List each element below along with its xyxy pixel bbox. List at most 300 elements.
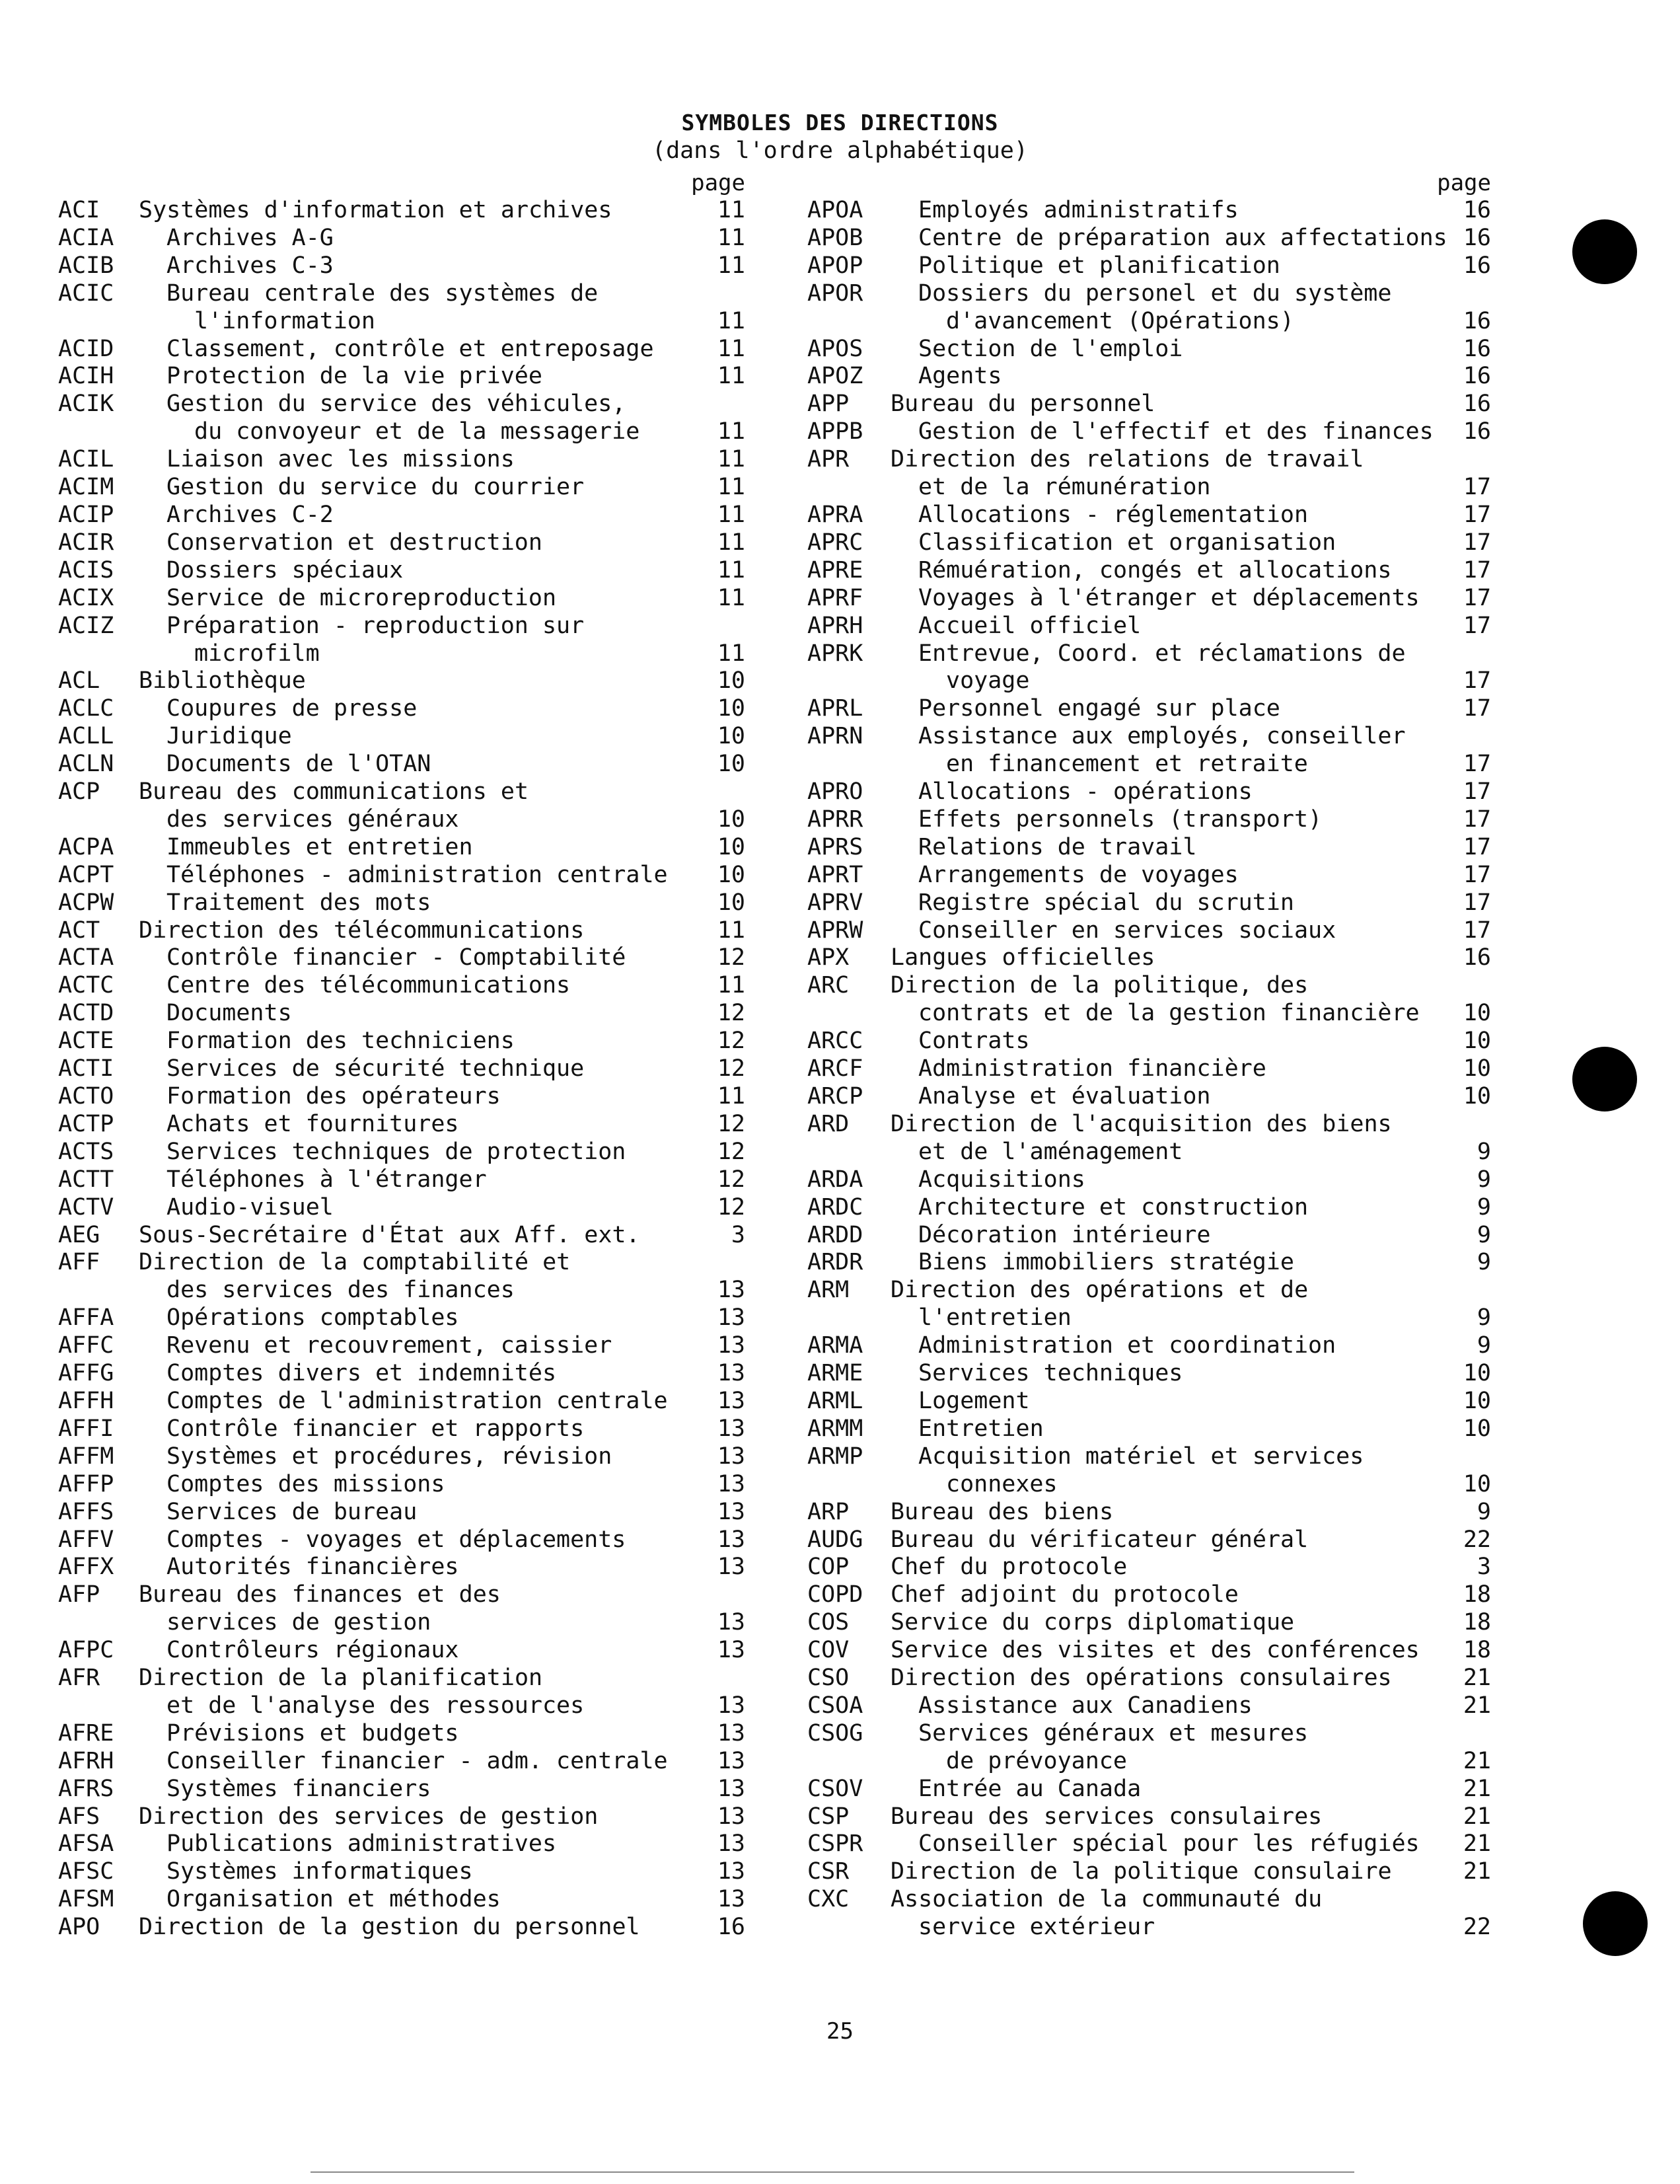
direction-code: ARDC — [807, 1193, 863, 1221]
list-item — [58, 1111, 745, 1139]
direction-code: AEG — [58, 1221, 100, 1248]
direction-code: ARDR — [807, 1249, 863, 1276]
direction-code: ARMP — [807, 1443, 863, 1470]
direction-code — [807, 1304, 891, 1332]
direction-name: Voyages à l'étranger et déplacements — [918, 584, 1420, 611]
direction-name: Dossiers du personel et du système — [918, 280, 1392, 307]
direction-code: ACTO — [58, 1083, 114, 1110]
list-item — [58, 1443, 745, 1471]
left-column — [58, 169, 745, 1941]
direction-name: Entretien — [918, 1415, 1044, 1442]
list-item — [807, 557, 1491, 585]
list-item — [58, 1886, 745, 1914]
direction-name: Direction de la comptabilité et — [139, 1249, 571, 1276]
page-ref: 17 — [1463, 778, 1491, 806]
direction-name: Conseiller spécial pour les réfugiés — [918, 1830, 1420, 1858]
direction-code: ACIL — [58, 446, 114, 473]
page-ref: 13 — [717, 1637, 745, 1664]
page-ref: 10 — [1463, 1415, 1491, 1442]
direction-name: Entrée au Canada — [918, 1775, 1142, 1802]
direction-code: COS — [807, 1609, 850, 1636]
page-ref: 12 — [717, 1166, 745, 1193]
direction-code: ACLN — [58, 751, 114, 778]
page-ref: 9 — [1477, 1249, 1491, 1276]
page-ref: 17 — [1463, 861, 1491, 888]
direction-code: ACIP — [58, 501, 114, 528]
list-item — [807, 1277, 1491, 1304]
list-item — [58, 1914, 745, 1941]
direction-name: service extérieur — [918, 1914, 1155, 1941]
direction-name: Gestion du service du courrier — [166, 474, 585, 501]
direction-code: ACI — [58, 197, 100, 223]
list-item — [58, 1692, 745, 1720]
direction-code: APOA — [807, 197, 863, 223]
page-ref: 11 — [717, 640, 745, 667]
list-item — [807, 252, 1491, 280]
page-ref: 16 — [1463, 307, 1491, 334]
list-item — [58, 778, 745, 806]
direction-name: contrats et de la gestion financière — [918, 1000, 1420, 1027]
direction-code: APRF — [807, 584, 863, 611]
direction-code: CSOG — [807, 1719, 863, 1747]
direction-name: Conseiller financier - adm. centrale — [166, 1747, 668, 1774]
list-item — [58, 1139, 745, 1166]
page-ref: 17 — [1463, 501, 1491, 528]
direction-code: APRE — [807, 556, 863, 584]
page-ref: 12 — [717, 1000, 745, 1027]
direction-name: Logement — [918, 1387, 1030, 1414]
direction-code — [58, 640, 139, 668]
direction-name: Service des visites et des conférences — [891, 1637, 1420, 1664]
list-item — [807, 529, 1491, 557]
page-ref: 13 — [717, 1277, 745, 1304]
direction-code: AFFV — [58, 1526, 114, 1553]
page-ref: 17 — [1463, 751, 1491, 778]
list-item — [807, 336, 1491, 363]
list-item — [58, 806, 745, 834]
page-ref: 12 — [717, 1028, 745, 1055]
list-item — [58, 917, 745, 945]
list-item — [807, 695, 1491, 723]
list-item — [58, 391, 745, 418]
page-ref: 10 — [717, 806, 745, 833]
direction-name: Systèmes informatiques — [166, 1858, 473, 1885]
direction-code: APRO — [807, 778, 863, 806]
list-item — [58, 1776, 745, 1803]
direction-name: Protection de la vie privée — [166, 363, 542, 390]
direction-code: ACPA — [58, 833, 114, 860]
list-item — [58, 585, 745, 613]
direction-name: Coupures de presse — [166, 695, 418, 722]
direction-name: Archives A-G — [166, 224, 334, 251]
list-item — [807, 972, 1491, 1000]
list-item — [807, 1443, 1491, 1471]
direction-code: ACIR — [58, 529, 114, 556]
direction-name: Formation des opérateurs — [166, 1083, 501, 1110]
direction-code: ACIK — [58, 391, 114, 418]
list-item — [58, 474, 745, 502]
list-item — [58, 1858, 745, 1886]
list-item — [807, 502, 1491, 529]
direction-name: Services généraux et mesures — [918, 1719, 1309, 1747]
direction-name: Acquisition matériel et services — [918, 1443, 1364, 1470]
direction-name: Effets personnels (transport) — [918, 806, 1323, 833]
direction-code — [807, 1748, 891, 1776]
direction-code — [807, 1139, 891, 1166]
page-ref: 11 — [717, 501, 745, 528]
direction-code: APPB — [807, 418, 863, 445]
page-ref: 11 — [717, 446, 745, 473]
direction-code — [807, 1471, 891, 1499]
list-item — [58, 1388, 745, 1415]
direction-name: Allocations - réglementation — [918, 501, 1309, 528]
list-item — [58, 1304, 745, 1332]
list-item — [807, 1526, 1491, 1554]
page-ref — [703, 613, 745, 640]
list-item — [58, 336, 745, 363]
direction-code: AFSA — [58, 1830, 114, 1858]
page-ref: 21 — [1463, 1858, 1491, 1885]
page-ref — [1449, 446, 1491, 474]
list-item — [807, 1830, 1491, 1858]
page-ref: 16 — [1463, 944, 1491, 971]
direction-code: CSOA — [807, 1692, 863, 1719]
direction-name: Formation des techniciens — [166, 1028, 515, 1055]
direction-code: ARM — [807, 1277, 850, 1304]
direction-name: Relations de travail — [918, 833, 1197, 860]
page-ref: 10 — [717, 695, 745, 722]
direction-code: AFFX — [58, 1554, 114, 1581]
page-ref: 11 — [717, 917, 745, 944]
page-ref: 11 — [717, 252, 745, 279]
direction-name: Conseiller en services sociaux — [918, 917, 1336, 944]
direction-name: Téléphones à l'étranger — [166, 1166, 487, 1193]
list-item — [807, 280, 1491, 308]
direction-name: l'information — [194, 307, 375, 334]
page-ref: 21 — [1463, 1747, 1491, 1774]
direction-code: APOZ — [807, 363, 863, 390]
page-ref — [703, 1581, 745, 1609]
page-ref: 13 — [717, 1886, 745, 1913]
direction-name: Dossiers spéciaux — [166, 556, 404, 584]
direction-name: Bureau des communications et — [139, 778, 529, 806]
direction-name: Accueil officiel — [918, 612, 1142, 639]
direction-name: Langues officielles — [891, 944, 1155, 971]
list-item — [807, 1720, 1491, 1748]
direction-name: Bureau des services consulaires — [891, 1803, 1323, 1830]
direction-name: connexes — [946, 1470, 1058, 1497]
direction-name: Autorités financières — [166, 1554, 459, 1581]
page-ref — [1449, 1720, 1491, 1748]
list-item — [807, 1166, 1491, 1194]
list-item — [807, 778, 1491, 806]
page-ref: 18 — [1463, 1609, 1491, 1636]
list-item — [58, 1194, 745, 1222]
direction-name: Classification et organisation — [918, 529, 1336, 556]
direction-name: Publications administratives — [166, 1830, 557, 1858]
direction-code: ACIA — [58, 224, 114, 251]
page-ref: 13 — [717, 1609, 745, 1636]
page-ref: 13 — [717, 1858, 745, 1885]
page-ref: 10 — [1463, 1028, 1491, 1055]
direction-name: Contrôle financier et rapports — [166, 1415, 585, 1442]
page-ref: 13 — [717, 1692, 745, 1719]
list-item — [58, 1665, 745, 1692]
direction-code: APRH — [807, 612, 863, 639]
page-ref: 13 — [717, 1775, 745, 1802]
page-ref — [1449, 972, 1491, 1000]
direction-code: COPD — [807, 1581, 863, 1608]
document-subtitle: (dans l'ordre alphabétique) — [652, 137, 1028, 164]
direction-code: AFRH — [58, 1747, 114, 1774]
direction-name: Service de microreproduction — [166, 584, 557, 611]
list-item — [807, 474, 1491, 502]
page-ref: 3 — [1477, 1554, 1491, 1581]
list-item — [807, 1665, 1491, 1692]
direction-name: Direction de la planification — [139, 1665, 543, 1692]
direction-code — [807, 474, 891, 502]
direction-code: ARC — [807, 972, 850, 999]
page-ref: 11 — [717, 197, 745, 223]
page-ref: 10 — [717, 751, 745, 778]
direction-name: Bureau des finances et des — [139, 1581, 501, 1608]
direction-code: ACTV — [58, 1193, 114, 1221]
list-item — [807, 1858, 1491, 1886]
list-item — [58, 1609, 745, 1637]
page-ref: 21 — [1463, 1803, 1491, 1830]
page-ref: 17 — [1463, 889, 1491, 916]
list-item — [807, 667, 1491, 695]
direction-code: ACTT — [58, 1166, 114, 1193]
direction-code: AFRE — [58, 1719, 114, 1747]
direction-name: Chef adjoint du protocole — [891, 1581, 1239, 1608]
direction-name: Liaison avec les missions — [166, 446, 515, 473]
list-item — [58, 1249, 745, 1277]
page-ref: 22 — [1463, 1526, 1491, 1553]
direction-name: Comptes - voyages et déplacements — [166, 1526, 626, 1553]
list-item — [807, 944, 1491, 972]
direction-code: ACL — [58, 667, 100, 695]
direction-name: Organisation et méthodes — [166, 1886, 501, 1913]
direction-code: ACIS — [58, 556, 114, 584]
list-item — [807, 917, 1491, 945]
direction-code: ARCC — [807, 1028, 863, 1055]
page-number: 25 — [826, 2018, 854, 2045]
page-ref: 13 — [717, 1498, 745, 1525]
page-ref: 10 — [717, 667, 745, 695]
page-ref: 11 — [717, 307, 745, 334]
list-item — [58, 972, 745, 1000]
page-ref: 22 — [1463, 1914, 1491, 1941]
page-ref: 16 — [1463, 335, 1491, 362]
direction-code: CSPR — [807, 1830, 863, 1858]
direction-code: ACIX — [58, 584, 114, 611]
direction-code: APOP — [807, 252, 863, 279]
list-item — [58, 197, 745, 225]
page-ref: 12 — [717, 1110, 745, 1137]
page-ref: 13 — [717, 1443, 745, 1470]
direction-code: ARDD — [807, 1221, 863, 1248]
page-ref: 17 — [1463, 584, 1491, 611]
direction-name: l'entretien — [918, 1304, 1072, 1332]
direction-code: ACPW — [58, 889, 114, 916]
direction-name: Centre de préparation aux affectations — [918, 224, 1447, 251]
binder-hole — [1572, 1047, 1637, 1111]
direction-name: des services généraux — [166, 806, 459, 833]
direction-name: Téléphones - administration centrale — [166, 861, 668, 888]
direction-code: APP — [807, 391, 850, 418]
list-item — [807, 862, 1491, 889]
direction-name: Prévisions et budgets — [166, 1719, 459, 1747]
page-ref: 11 — [717, 363, 745, 390]
direction-code: ACTS — [58, 1138, 114, 1165]
list-item — [807, 1637, 1491, 1665]
direction-code: ACLL — [58, 723, 114, 750]
page-ref: 10 — [1463, 1083, 1491, 1110]
page-ref: 21 — [1463, 1665, 1491, 1692]
direction-code: ACIH — [58, 363, 114, 390]
direction-name: Arrangements de voyages — [918, 861, 1239, 888]
direction-name: Revenu et recouvrement, caissier — [166, 1332, 612, 1359]
list-item — [807, 1000, 1491, 1028]
direction-code: AFS — [58, 1803, 100, 1830]
page-ref — [1449, 1111, 1491, 1139]
direction-code: ARML — [807, 1387, 863, 1414]
page-ref: 13 — [717, 1415, 745, 1442]
direction-name: Conservation et destruction — [166, 529, 542, 556]
direction-code: ARMA — [807, 1332, 863, 1359]
list-item — [807, 197, 1491, 225]
page-ref: 10 — [1463, 1000, 1491, 1027]
list-item — [58, 1028, 745, 1055]
list-item — [807, 613, 1491, 640]
list-item — [807, 1581, 1491, 1609]
list-item — [807, 308, 1491, 336]
list-item — [807, 1803, 1491, 1831]
direction-code: ARP — [807, 1498, 850, 1525]
direction-name: Bureau du personnel — [891, 391, 1155, 418]
direction-name: Comptes de l'administration centrale — [166, 1387, 668, 1414]
page-column-header: page — [691, 170, 745, 196]
direction-name: Biens immobiliers stratégie — [918, 1249, 1294, 1276]
direction-name: Section de l'emploi — [918, 335, 1183, 362]
direction-code: AFFS — [58, 1498, 114, 1525]
direction-code: APRL — [807, 695, 863, 722]
direction-code: AFFP — [58, 1470, 114, 1497]
list-item — [807, 363, 1491, 391]
direction-name: Direction des opérations et de — [891, 1277, 1309, 1304]
page-ref: 13 — [717, 1470, 745, 1497]
page-ref: 13 — [717, 1332, 745, 1359]
direction-name: Juridique — [166, 723, 292, 750]
list-item — [58, 225, 745, 252]
page-ref: 10 — [717, 861, 745, 888]
direction-name: services de gestion — [166, 1609, 431, 1636]
direction-name: Décoration intérieure — [918, 1221, 1211, 1248]
page-ref — [1449, 723, 1491, 751]
list-item — [807, 1028, 1491, 1055]
direction-name: Services techniques — [918, 1360, 1183, 1387]
page-ref: 16 — [1463, 418, 1491, 445]
page-ref: 16 — [1463, 224, 1491, 251]
list-item — [807, 806, 1491, 834]
direction-code: AFFC — [58, 1332, 114, 1359]
direction-name: Architecture et construction — [918, 1193, 1309, 1221]
list-item — [58, 1748, 745, 1776]
list-item — [807, 585, 1491, 613]
list-item — [58, 1332, 745, 1360]
page-ref: 13 — [717, 1360, 745, 1387]
page-ref: 21 — [1463, 1830, 1491, 1858]
list-item — [58, 667, 745, 695]
page-ref: 9 — [1477, 1193, 1491, 1221]
direction-name: Assistance aux employés, conseiller — [918, 723, 1406, 750]
page-ref: 10 — [1463, 1387, 1491, 1414]
direction-name: Direction des opérations consulaires — [891, 1665, 1392, 1692]
page-ref: 9 — [1477, 1138, 1491, 1165]
direction-name: Direction de la politique, des — [891, 972, 1309, 999]
page-ref: 13 — [717, 1719, 745, 1747]
direction-code — [807, 751, 891, 778]
direction-code: CSOV — [807, 1775, 863, 1802]
bottom-rule — [310, 2171, 1354, 2173]
direction-code: COV — [807, 1637, 850, 1664]
direction-code: ARCP — [807, 1083, 863, 1110]
list-item — [58, 1803, 745, 1831]
left-row-list — [58, 197, 745, 1941]
direction-code: ARMM — [807, 1415, 863, 1442]
page-ref: 10 — [1463, 1470, 1491, 1497]
direction-name: Contrôleurs régionaux — [166, 1637, 459, 1664]
direction-code — [58, 418, 139, 446]
direction-name: Agents — [918, 363, 1002, 390]
direction-code: APR — [807, 446, 850, 473]
page-ref: 12 — [717, 944, 745, 971]
direction-code: APRA — [807, 501, 863, 528]
list-item — [58, 557, 745, 585]
direction-code: AFFG — [58, 1360, 114, 1387]
direction-code: APRR — [807, 806, 863, 833]
direction-name: Archives C-2 — [166, 501, 334, 528]
direction-code — [58, 1692, 139, 1720]
page-ref: 12 — [717, 1193, 745, 1221]
direction-name: Direction de la gestion du personnel — [139, 1914, 640, 1941]
direction-code: CSP — [807, 1803, 850, 1830]
direction-code: AFPC — [58, 1637, 114, 1664]
list-item — [58, 502, 745, 529]
page-ref: 13 — [717, 1304, 745, 1332]
page-ref: 10 — [1463, 1360, 1491, 1387]
direction-code: AFSC — [58, 1858, 114, 1885]
list-item — [58, 1415, 745, 1443]
page-ref: 11 — [717, 1083, 745, 1110]
page-ref: 10 — [1463, 1055, 1491, 1082]
list-item — [807, 1055, 1491, 1083]
direction-name: Bureau des biens — [891, 1498, 1114, 1525]
direction-code: APX — [807, 944, 850, 971]
direction-code: APRW — [807, 917, 863, 944]
list-item — [58, 1526, 745, 1554]
page-ref: 16 — [1463, 252, 1491, 279]
direction-code: CSR — [807, 1858, 850, 1885]
direction-name: Assistance aux Canadiens — [918, 1692, 1253, 1719]
list-item — [58, 613, 745, 640]
list-item — [807, 1471, 1491, 1499]
direction-code: APRK — [807, 640, 863, 667]
page-ref: 17 — [1463, 667, 1491, 695]
list-item — [58, 446, 745, 474]
direction-code: AFP — [58, 1581, 100, 1608]
